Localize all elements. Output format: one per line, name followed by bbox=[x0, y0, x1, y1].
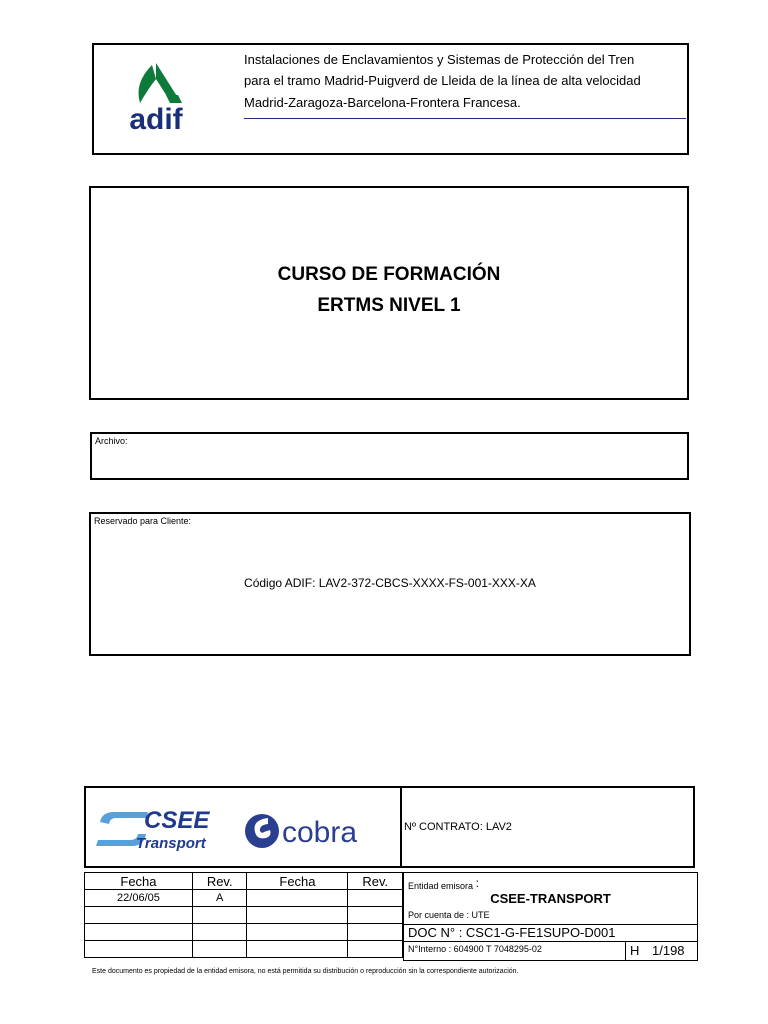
hoja-letter: H bbox=[630, 943, 640, 958]
doc-number: DOC N° : CSC1-G-FE1SUPO-D001 bbox=[408, 925, 616, 940]
table-cell bbox=[348, 924, 403, 941]
header-line-2: para el tramo Madrid-Puigverd de Lleida de la línea de alta velocidad bbox=[244, 73, 641, 88]
table-cell bbox=[85, 907, 193, 924]
table-header-row bbox=[85, 873, 403, 890]
header-fecha-1: Fecha bbox=[85, 873, 193, 890]
revision-table bbox=[84, 872, 403, 958]
header-rule bbox=[244, 118, 686, 119]
title-box bbox=[89, 186, 689, 400]
footer-note: Este documento es propiedad de la entidad emisora, no está permitida su distribución o reproducción sin la correspondiente autorización. bbox=[92, 968, 519, 975]
entidad-label: Entidad emisora : bbox=[408, 876, 479, 891]
table-cell bbox=[247, 941, 348, 958]
hoja-page: 1/198 bbox=[652, 943, 685, 958]
header-line-3: Madrid-Zaragoza-Barcelona-Frontera Francesa. bbox=[244, 95, 521, 110]
table-cell bbox=[348, 941, 403, 958]
por-cuenta: Por cuenta de : UTE bbox=[408, 910, 490, 920]
numero-interno: N°Interno : 604900 T 7048295-02 bbox=[408, 944, 542, 954]
hoja-cell bbox=[625, 941, 699, 961]
table-row bbox=[85, 890, 403, 907]
header-rev-2: Rev. bbox=[348, 873, 403, 890]
table-cell bbox=[85, 941, 193, 958]
cobra-logo-text: cobra bbox=[282, 816, 358, 849]
adif-logo bbox=[106, 53, 206, 133]
table-row bbox=[85, 924, 403, 941]
table-row bbox=[85, 907, 403, 924]
table-cell bbox=[247, 907, 348, 924]
header-rev-1: Rev. bbox=[192, 873, 247, 890]
csee-transport-logo bbox=[92, 800, 232, 854]
cobra-logo bbox=[244, 810, 374, 852]
table-cell bbox=[247, 924, 348, 941]
contrato-number: Nº CONTRATO: LAV2 bbox=[404, 821, 512, 833]
table-cell: A bbox=[192, 890, 247, 907]
codigo-adif: Código ADIF: LAV2-372-CBCS-XXXX-FS-001-XXX-XA bbox=[244, 576, 536, 590]
document-title: CURSO DE FORMACIÓN bbox=[277, 264, 501, 285]
table-cell bbox=[348, 890, 403, 907]
table-cell bbox=[247, 890, 348, 907]
csee-logo-sub: Transport bbox=[136, 835, 206, 852]
cliente-label: Reservado para Cliente: bbox=[94, 516, 192, 526]
archivo-box bbox=[90, 432, 689, 480]
table-cell: 22/06/05 bbox=[85, 890, 193, 907]
entity-box bbox=[403, 872, 698, 961]
document-subtitle: ERTMS NIVEL 1 bbox=[317, 295, 461, 316]
header-fecha-2: Fecha bbox=[247, 873, 348, 890]
contract-box bbox=[84, 786, 695, 868]
header-line-1: Instalaciones de Enclavamientos y Sistemas de Protección del Tren bbox=[244, 52, 635, 67]
header-box bbox=[92, 43, 689, 155]
table-cell bbox=[85, 924, 193, 941]
contract-divider bbox=[400, 788, 402, 866]
table-cell bbox=[192, 907, 247, 924]
table-cell bbox=[348, 907, 403, 924]
csee-logo-text: CSEE bbox=[144, 807, 210, 834]
adif-logo-text: adif bbox=[129, 103, 183, 133]
entidad-value: CSEE-TRANSPORT bbox=[490, 891, 611, 906]
table-row bbox=[85, 941, 403, 958]
table-cell bbox=[192, 924, 247, 941]
archivo-label: Archivo: bbox=[95, 436, 128, 446]
cliente-box bbox=[89, 512, 691, 656]
table-cell bbox=[192, 941, 247, 958]
